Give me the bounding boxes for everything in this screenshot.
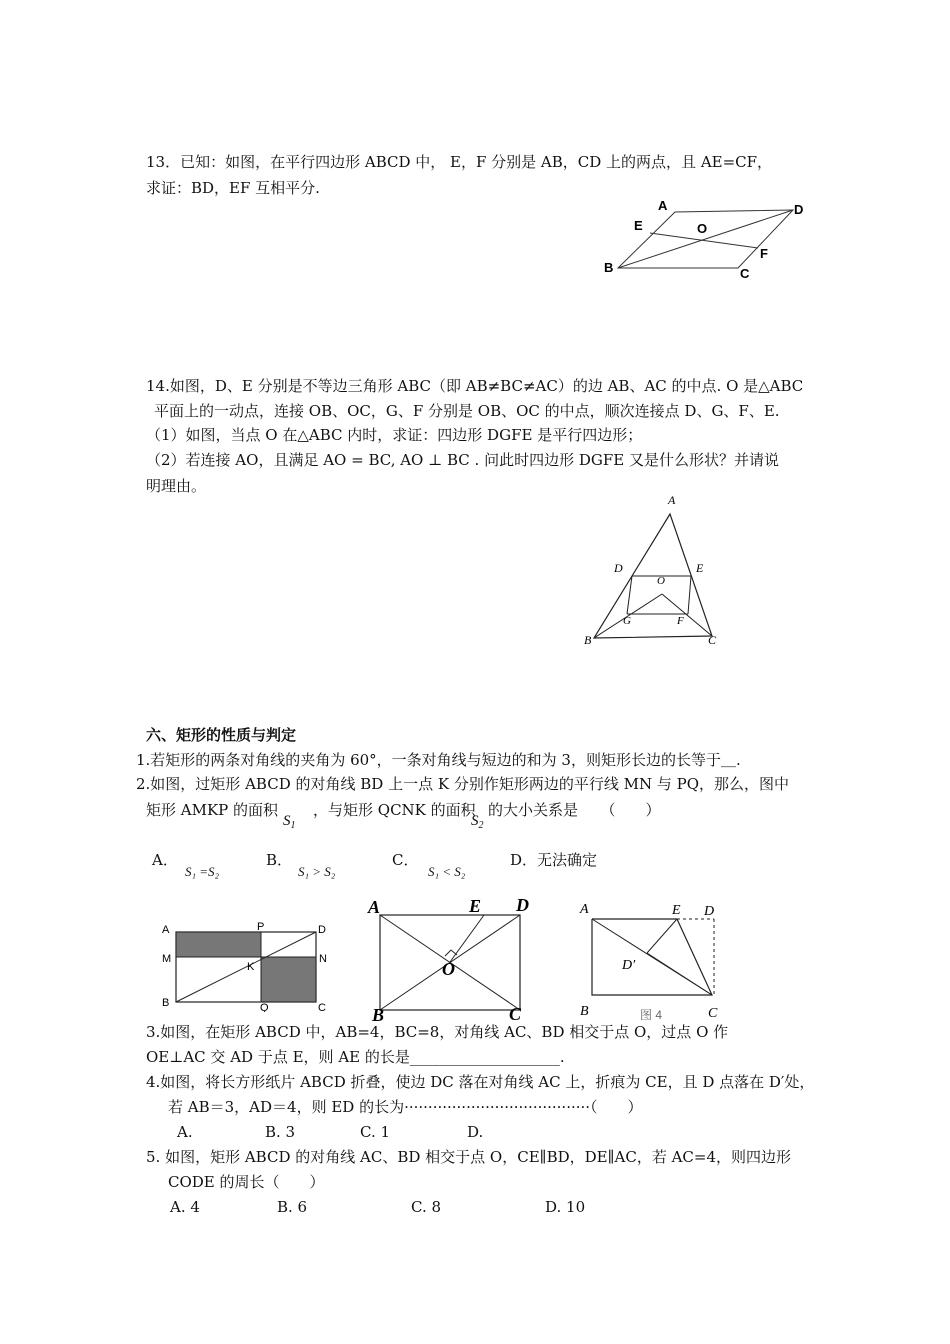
s6-q5-option-c[interactable]: C. 8 [411, 1198, 442, 1216]
s6-fig3-label-b: B [580, 1004, 589, 1019]
s6-q2-option-d[interactable]: D．无法确定 [510, 851, 598, 869]
q14-label-d: D [614, 561, 623, 575]
s6-q4-option-d[interactable]: D. [467, 1123, 484, 1141]
s6-q3-rectangle-figure [362, 893, 542, 1023]
q14-triangle-figure [580, 490, 730, 650]
q13-label-b: B [604, 260, 614, 275]
s6-q2-rectangle-figure [158, 918, 338, 1012]
s6-q2-line2a: 矩形 AMKP 的面积 [146, 801, 279, 819]
q13-label-e: E [634, 218, 643, 233]
s6-fig3-label-d: D [704, 904, 715, 919]
s6-q4-option-b[interactable]: B. 3 [265, 1123, 296, 1141]
s6-fig1-label-k: K [247, 961, 255, 973]
s6-fig1-label-d: D [318, 924, 326, 936]
s6-q2-s2: $S_2$ [471, 813, 484, 831]
s6-q2-option-a-math: S₁ =S₂ [185, 864, 220, 879]
s6-q2-option-b-label[interactable]: B． [266, 851, 293, 869]
s6-fig2-label-o: O [442, 959, 455, 979]
s6-q5-option-b[interactable]: B. 6 [277, 1198, 308, 1216]
s6-fig1-label-a: A [162, 924, 170, 936]
s6-fig2-label-d: D [516, 895, 529, 915]
q13-parallelogram-figure [598, 196, 818, 284]
q14-line3: （1）如图，当点 O 在△ABC 内时，求证：四边形 DGFE 是平行四边形； [146, 426, 643, 444]
q14-label-b: B [584, 633, 592, 647]
s6-fig1-label-c: C [318, 1002, 326, 1012]
s6-q2-line2c: 的大小关系是 （ ） [488, 801, 661, 819]
s6-fig2-label-b: B [372, 1005, 385, 1023]
s6-q2-option-b-math: S₁ > S₂ [298, 864, 336, 879]
s6-fig2-label-a: A [368, 897, 381, 917]
s6-q4-line2: 若 AB＝3，AD＝4，则 ED 的长为·······································（ ） [168, 1098, 643, 1116]
q13-line1: 13．已知：如图，在平行四边形 ABCD 中， E，F 分别是 AB，CD 上的两点，且 AE=CF， [146, 153, 773, 171]
s6-q2-line1: 2.如图，过矩形 ABCD 的对角线 BD 上一点 K 分别作矩形两边的平行线 MN 与 PQ，那么，图中 [136, 775, 789, 793]
s6-fig3-label-c: C [708, 1006, 718, 1021]
s6-q1: 1.若矩形的两条对角线的夹角为 60°，一条对角线与短边的和为 3，则矩形长边的长等于＿. [136, 751, 741, 769]
q13-label-d: D [794, 202, 804, 217]
q13-label-c: C [740, 266, 750, 281]
q14-label-g: G [623, 615, 631, 627]
s6-fig2-label-c: C [509, 1004, 522, 1023]
s6-fig3-caption: 图 4 [640, 1008, 663, 1022]
s6-fig1-label-m: M [162, 953, 172, 965]
s6-fig1-label-q: Q [260, 1002, 269, 1012]
s6-q4-option-c[interactable]: C. 1 [360, 1123, 391, 1141]
s6-q4-line1: 4.如图，将长方形纸片 ABCD 折叠，使边 DC 落在对角线 AC 上，折痕为 CE，且 D 点落在 D′处， [146, 1073, 815, 1091]
s6-fig3-label-e: E [672, 903, 681, 918]
q13-label-f: F [760, 246, 768, 261]
s6-fig3-label-a: A [580, 902, 589, 917]
s6-q2-option-c-label[interactable]: C． [392, 851, 419, 869]
s6-q2-option-a-label[interactable]: A． [152, 851, 178, 869]
s6-q5-option-a[interactable]: A. 4 [170, 1198, 200, 1216]
q14-label-f: F [677, 615, 684, 627]
s6-q2-s1: $S_1$ [283, 813, 296, 831]
q14-line4: （2）若连接 AO，且满足 AO = BC, AO ⊥ BC . 问此时四边形 DGFE 又是什么形状？并请说 [146, 451, 779, 469]
s6-q5-line1: 5. 如图，矩形 ABCD 的对角线 AC、BD 相交于点 O，CE∥BD，DE∥AC，若 AC=4，则四边形 [146, 1148, 792, 1166]
s6-q4-option-a[interactable]: A. [177, 1123, 193, 1141]
s6-q4-folding-figure [574, 895, 734, 1023]
q14-line2: 平面上的一动点，连接 OB、OC，G、F 分别是 OB、OC 的中点，顺次连接点 D、G、F、E. [154, 402, 780, 420]
s6-fig1-label-b: B [162, 997, 170, 1009]
q14-label-e: E [696, 561, 704, 575]
q14-line5: 明理由。 [146, 477, 207, 495]
q14-label-a: A [668, 493, 676, 507]
s6-q3-line2: OE⊥AC 交 AD 于点 E，则 AE 的长是____________________. [146, 1048, 565, 1066]
s6-q5-option-d[interactable]: D. 10 [545, 1198, 586, 1216]
q14-label-c: C [708, 633, 717, 647]
s6-q2-option-c-math: S₁ < S₂ [428, 864, 466, 879]
s6-q5-line2: CODE 的周长（ ） [168, 1173, 325, 1191]
s6-fig2-label-e: E [469, 896, 482, 916]
q13-label-a: A [658, 198, 668, 213]
q14-line1: 14.如图，D、E 分别是不等边三角形 ABC（即 AB≠BC≠AC）的边 AB、AC 的中点. O 是△ABC [146, 377, 804, 395]
q13-label-o: O [697, 221, 708, 236]
s6-fig1-label-n: N [319, 953, 327, 965]
section6-title: 六、矩形的性质与判定 [146, 726, 297, 744]
q14-label-o: O [657, 575, 665, 587]
s6-fig3-label-d-prime: D′ [622, 958, 636, 973]
s6-q3-line1: 3.如图，在矩形 ABCD 中，AB=4，BC=8，对角线 AC、BD 相交于点 O，过点 O 作 [146, 1023, 729, 1041]
s6-q2-line2b: ，与矩形 QCNK 的面积 [313, 801, 476, 819]
q13-line2: 求证：BD，EF 互相平分. [146, 179, 320, 197]
s6-fig1-label-p: P [257, 921, 265, 933]
